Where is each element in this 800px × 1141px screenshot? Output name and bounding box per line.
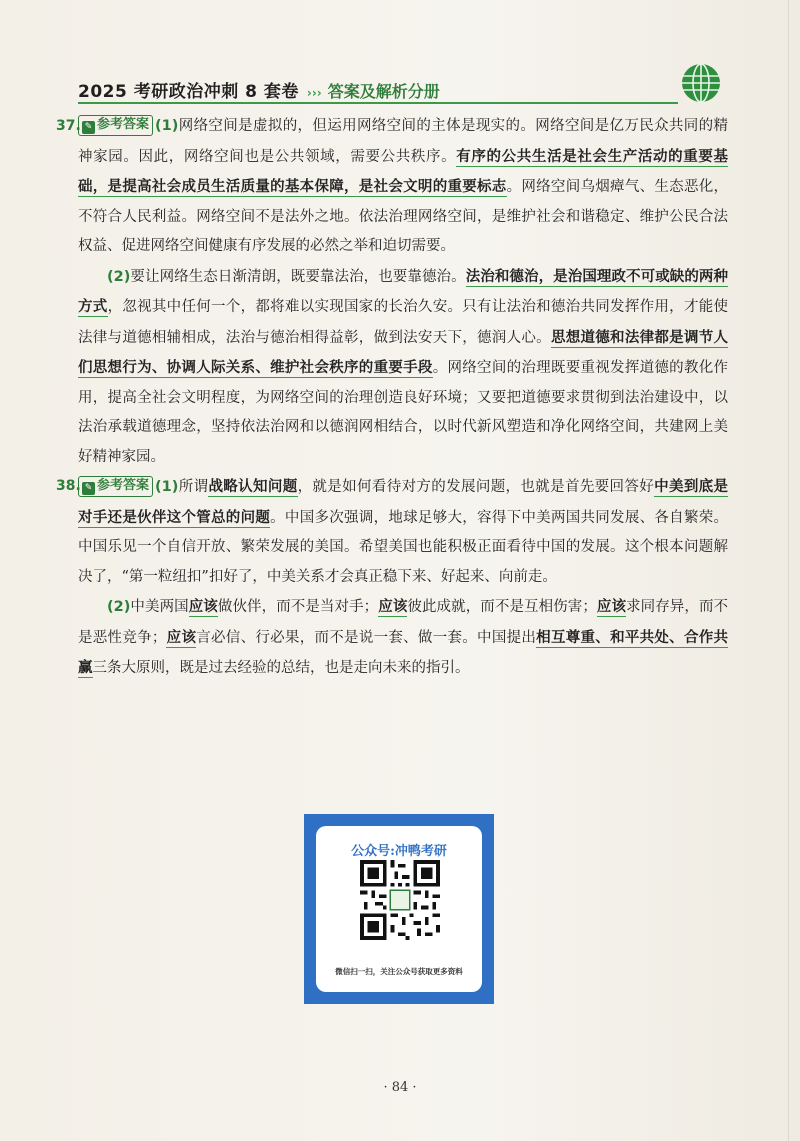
key-point: 战略认知问题 <box>208 478 298 495</box>
key-point: 应该 <box>378 598 408 615</box>
key-point: 有序的公共生活是社会生产活动的重要基础，是提高社会成员生活质量的基本保障，是社会文明的重要标志 <box>78 147 729 195</box>
book-title: 2025 考研政治冲刺 8 套卷 <box>78 82 299 102</box>
page-edge <box>788 0 789 1141</box>
header-arrows: ››› <box>306 86 322 100</box>
key-point: 法治和德治，是治国理政不可或缺的两种方式 <box>78 267 729 315</box>
question-number: 38. <box>56 478 81 494</box>
key-point: 相互尊重、和平共处、合作共赢 <box>78 628 729 676</box>
header-divider <box>78 102 678 104</box>
qr-code-image[interactable] <box>360 860 440 940</box>
question-number: 37. <box>56 118 81 134</box>
qr-title: 公众号:冲鸭考研 <box>351 844 447 859</box>
q38-part2: (2)中美两国应该做伙伴，而不是当对手；应该彼此成就，而不是互相伤害；应该求同存异，而不是恶性竞争；应该言必信、行必果，而不是说一套、做一套。中国提出相互尊重、和平共处、合作共赢三条大原则，既是过去经验的总结，也是走向未来的指引。 <box>78 598 729 676</box>
answer-badge: ✎ 参考答案 <box>78 476 153 497</box>
key-point: 应该 <box>596 598 627 615</box>
running-header <box>78 74 738 102</box>
answer-content <box>56 112 729 684</box>
q38-part1: ✎ 参考答案 (1)所谓战略认知问题，就是如何看待对方的发展问题，也就是首先要回答好中美到底是对手还是伙伴这个管总的问题。中国多次强调，地球足够大，容得下中美两国共同发展、各自繁荣。中国乐见一个自信开放、繁荣发展的美国。希望美国也能积极正面看待中国的发展。这个根本问题解决了，“第一粒纽扣”扣好了，中美关系才会真正稳下来、好起来、向前走。 <box>78 478 729 585</box>
q37-part2: (2)要让网络生态日渐清朗，既要靠法治，也要靠德治。法治和德治，是治国理政不可或缺的两种方式，忽视其中任何一个，都将难以实现国家的长治久安。只有让法治和德治共同发挥作用，才能使法律与道德相辅相成，法治与德治相得益彰，做到法安天下，德润人心。思想道德和法律都是调节人们思想行为、协调人际关系、维护社会秩序的重要手段。网络空间的治理既要重视发挥道德的教化作用，提高全社会文明程度，为网络空间的治理创造良好环境；又要把道德要求贯彻到法治建设中，以法治承载道德理念，坚持依法治网和以德润网相结合，以时代新风塑造和净化网络空间，共建网上美好精神家园。 <box>78 267 729 465</box>
key-point: 应该 <box>188 598 218 615</box>
globe-icon <box>680 62 722 104</box>
pen-icon: ✎ <box>82 121 95 134</box>
question-38 <box>56 472 729 684</box>
pen-icon: ✎ <box>82 482 95 495</box>
section-subtitle: 答案及解析分册 <box>327 82 440 101</box>
qr-promo-card <box>304 814 494 1004</box>
q37-part1: ✎ 参考答案 (1)网络空间是虚拟的，但运用网络空间的主体是现实的。网络空间是亿万民众共同的精神家园。因此，网络空间也是公共领域，需要公共秩序。有序的公共生活是社会生产活动的重要基础，是提高社会成员生活质量的基本保障，是社会文明的重要标志。网络空间乌烟瘴气、生态恶化，不符合人民利益。网络空间不是法外之地。依法治理网络空间，是维护社会和谐稳定、维护公民合法权益、促进网络空间健康有序发展的必然之举和迫切需要。 <box>78 117 729 254</box>
qr-caption: 微信扫一扫，关注公众号获取更多资料 <box>335 967 463 976</box>
key-point: 中美到底是对手还是伙伴这个管总的问题 <box>78 478 729 526</box>
key-point: 思想道德和法律都是调节人们思想行为、协调人际关系、维护社会秩序的重要手段 <box>78 328 729 376</box>
key-point: 应该 <box>166 628 197 646</box>
page-number: · 84 · <box>383 1080 417 1095</box>
question-37 <box>56 112 729 472</box>
answer-badge: ✎ 参考答案 <box>78 115 153 136</box>
qr-card-inner <box>316 826 482 992</box>
